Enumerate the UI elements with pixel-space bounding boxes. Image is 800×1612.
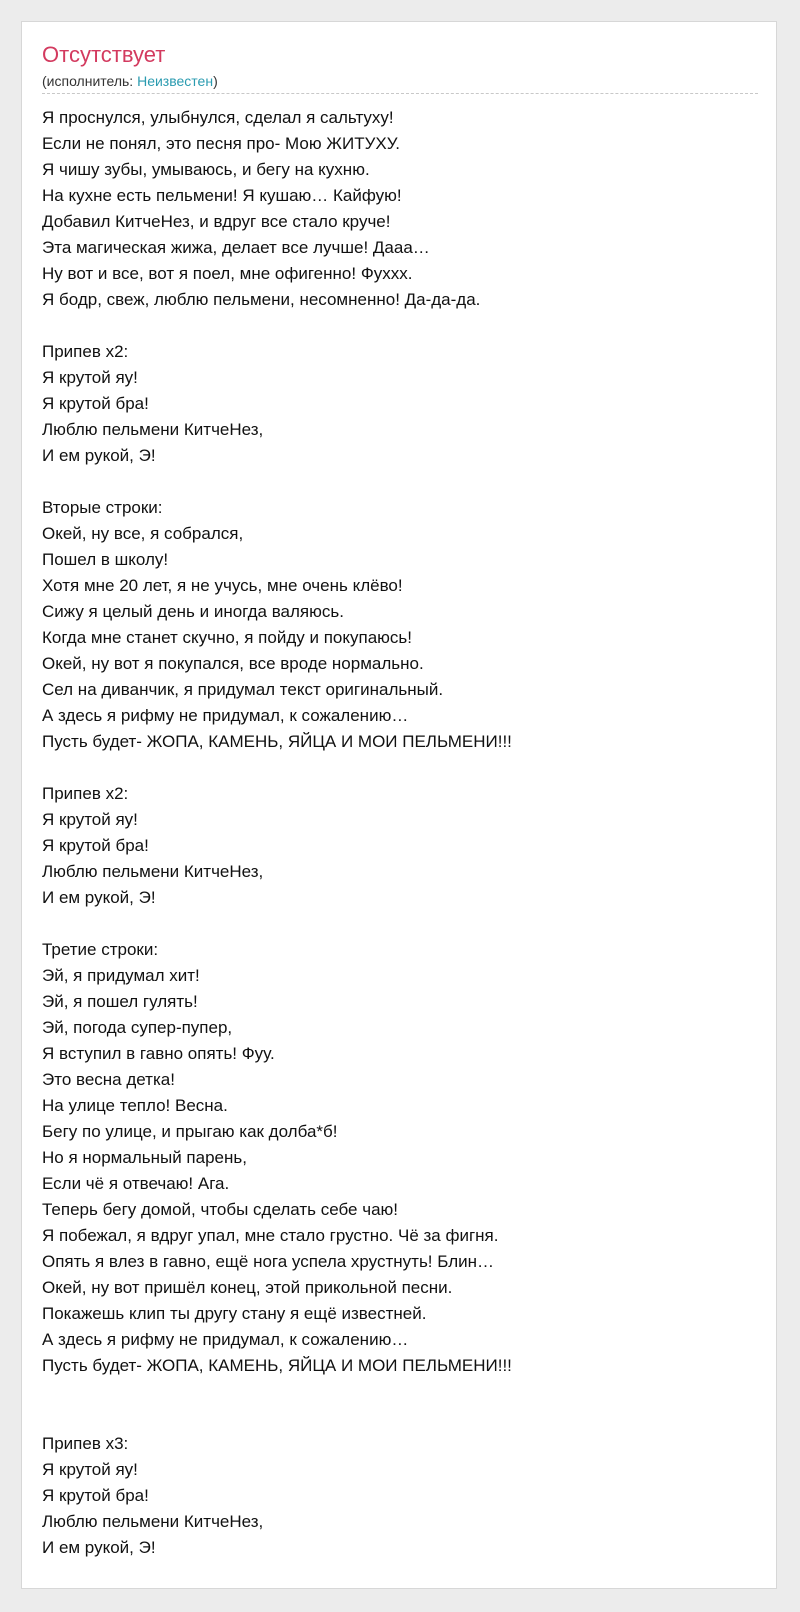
artist-line <box>42 72 218 90</box>
lyric-line: Окей, ну вот я покупался, все вроде нормально. <box>42 654 424 673</box>
lyric-line: Припев x2: <box>42 342 129 361</box>
lyric-line: Когда мне станет скучно, я пойду и покупаюсь! <box>42 628 412 647</box>
lyric-line: Опять я влез в гавно, ещё нога успела хрустнуть! Блин… <box>42 1252 495 1271</box>
lyric-line: Я крутой бра! <box>42 836 149 855</box>
lyric-line: Я крутой бра! <box>42 394 149 413</box>
lyric-line: Я крутой яу! <box>42 1460 138 1479</box>
lyric-line: Это весна детка! <box>42 1070 175 1089</box>
lyric-line: Но я нормальный парень, <box>42 1148 247 1167</box>
lyric-line: Бегу по улице, и прыгаю как долба*б! <box>42 1122 338 1141</box>
artist-link[interactable]: Неизвестен <box>137 73 214 89</box>
lyric-line: А здесь я рифму не придумал, к сожалению… <box>42 1330 409 1349</box>
lyric-line: Люблю пельмени КитчеНез, <box>42 862 264 881</box>
lyric-line: Пусть будет- ЖОПА, КАМЕНЬ, ЯЙЦА И МОИ ПЕЛЬМЕНИ!!! <box>42 1356 512 1375</box>
lyric-line: На улице тепло! Весна. <box>42 1096 228 1115</box>
lyric-line: А здесь я рифму не придумал, к сожалению… <box>42 706 409 725</box>
lyric-blank-line <box>42 469 758 495</box>
lyric-line: Я крутой яу! <box>42 368 138 387</box>
lyric-line: Эй, я пошел гулять! <box>42 992 198 1011</box>
lyric-line: Пошел в школу! <box>42 550 169 569</box>
lyrics-card <box>21 21 777 1589</box>
lyric-blank-line <box>42 313 758 339</box>
lyric-line: И ем рукой, Э! <box>42 888 156 907</box>
lyric-line: Люблю пельмени КитчеНез, <box>42 1512 264 1531</box>
lyric-line: Припев x3: <box>42 1434 129 1453</box>
lyric-blank-line <box>42 755 758 781</box>
lyric-line: На кухне есть пельмени! Я кушаю… Кайфую! <box>42 186 402 205</box>
lyric-line: Хотя мне 20 лет, я не учусь, мне очень клёво! <box>42 576 403 595</box>
lyric-line: Припев x2: <box>42 784 129 803</box>
lyric-line: Я чишу зубы, умываюсь, и бегу на кухню. <box>42 160 370 179</box>
lyric-line: Если чё я отвечаю! Ага. <box>42 1174 230 1193</box>
lyric-line: Я проснулся, улыбнулся, сделал я сальтуху! <box>42 108 394 127</box>
lyric-blank-line <box>42 911 758 937</box>
artist-prefix: (исполнитель: <box>42 73 138 89</box>
lyric-line: Ну вот и все, вот я поел, мне офигенно! Фуххх. <box>42 264 413 283</box>
lyric-blank-line <box>42 1405 758 1431</box>
lyric-line: Сижу я целый день и иногда валяюсь. <box>42 602 344 621</box>
lyric-line: И ем рукой, Э! <box>42 1538 156 1557</box>
lyric-line: Окей, ну все, я собрался, <box>42 524 244 543</box>
lyric-line: Покажешь клип ты другу стану я ещё известней. <box>42 1304 427 1323</box>
lyric-line: Я крутой бра! <box>42 1486 149 1505</box>
dashed-divider <box>42 93 758 94</box>
lyric-line: Эта магическая жижа, делает все лучше! Дааа… <box>42 238 430 257</box>
lyric-blank-line <box>42 1379 758 1405</box>
lyric-line: Сел на диванчик, я придумал текст оригинальный. <box>42 680 444 699</box>
lyric-line: Я крутой яу! <box>42 810 138 829</box>
lyric-line: И ем рукой, Э! <box>42 446 156 465</box>
lyric-line: Теперь бегу домой, чтобы сделать себе чаю! <box>42 1200 398 1219</box>
lyric-line: Эй, я придумал хит! <box>42 966 200 985</box>
song-title: Отсутствует <box>42 42 166 67</box>
lyric-line: Третие строки: <box>42 940 159 959</box>
lyric-line: Я побежал, я вдруг упал, мне стало грустно. Чё за фигня. <box>42 1226 499 1245</box>
lyric-line: Пусть будет- ЖОПА, КАМЕНЬ, ЯЙЦА И МОИ ПЕЛЬМЕНИ!!! <box>42 732 512 751</box>
lyric-line: Я бодр, свеж, люблю пельмени, несомненно! Да-да-да. <box>42 290 481 309</box>
lyric-line: Вторые строки: <box>42 498 163 517</box>
artist-suffix: ) <box>213 73 218 89</box>
lyric-line: Окей, ну вот пришёл конец, этой прикольной песни. <box>42 1278 453 1297</box>
lyric-line: Я вступил в гавно опять! Фуу. <box>42 1044 275 1063</box>
lyric-line: Люблю пельмени КитчеНез, <box>42 420 264 439</box>
lyric-line: Добавил КитчеНез, и вдруг все стало круче! <box>42 212 391 231</box>
lyrics-body <box>42 105 758 1561</box>
lyric-line: Если не понял, это песня про- Мою ЖИТУХУ. <box>42 134 401 153</box>
lyric-line: Эй, погода супер-пупер, <box>42 1018 233 1037</box>
